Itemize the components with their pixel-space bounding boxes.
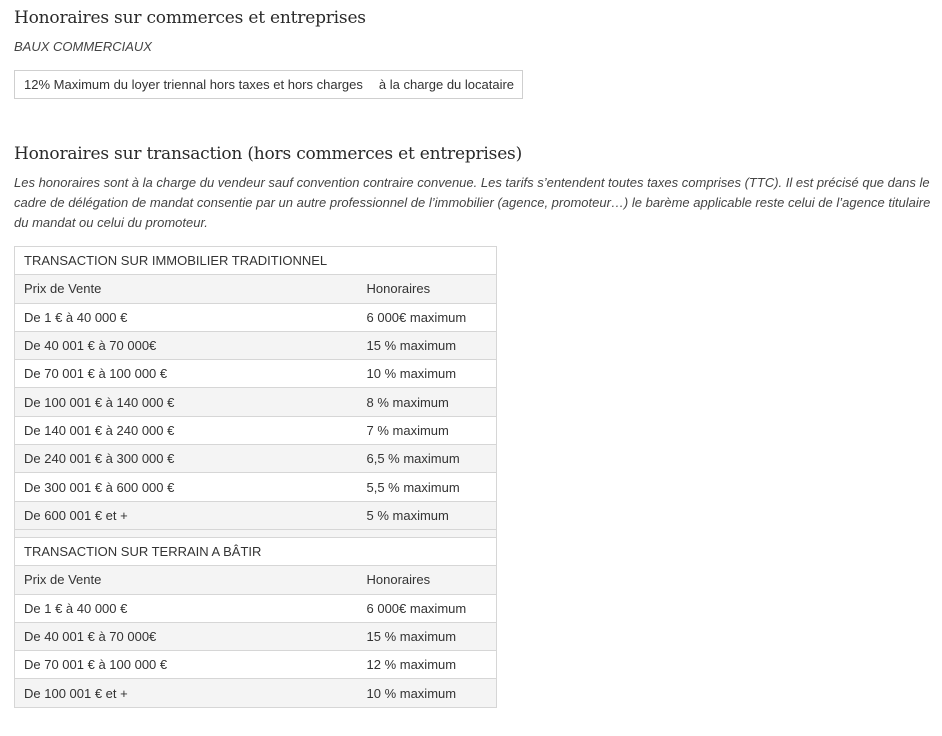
table-row (15, 416, 497, 444)
fee-cell: 5,5 % maximum (358, 473, 497, 501)
price-range-cell: De 100 001 € et + (15, 679, 358, 707)
table-row (15, 622, 497, 650)
commerces-title: Honoraires sur commerces et entreprises (14, 8, 366, 28)
column-header-price: Prix de Vente (15, 275, 358, 303)
table-section-heading-row (15, 247, 497, 275)
fee-cell: 6 000€ maximum (358, 303, 497, 331)
fee-cell: 5 % maximum (358, 501, 497, 529)
column-header-fee: Honoraires (358, 275, 497, 303)
price-range-cell: De 100 001 € à 140 000 € (15, 388, 358, 416)
table-row (15, 473, 497, 501)
fee-cell: 7 % maximum (358, 416, 497, 444)
price-range-cell: De 1 € à 40 000 € (15, 303, 358, 331)
table-row (15, 445, 497, 473)
fee-cell: 8 % maximum (358, 388, 497, 416)
fee-cell: 6,5 % maximum (358, 445, 497, 473)
table-header-row (15, 566, 497, 594)
price-range-cell: De 40 001 € à 70 000€ (15, 331, 358, 359)
column-header-fee: Honoraires (358, 566, 497, 594)
price-range-cell: De 240 001 € à 300 000 € (15, 445, 358, 473)
table-header-row (15, 275, 497, 303)
fee-cell: 6 000€ maximum (358, 594, 497, 622)
table-row (15, 651, 497, 679)
price-range-cell: De 600 001 € et + (15, 501, 358, 529)
fees-table (14, 246, 497, 708)
baux-commerciaux-subtitle: BAUX COMMERCIAUX (14, 39, 152, 54)
table-row (15, 501, 497, 529)
price-range-cell: De 70 001 € à 100 000 € (15, 360, 358, 388)
price-range-cell: De 1 € à 40 000 € (15, 594, 358, 622)
price-range-cell: De 70 001 € à 100 000 € (15, 651, 358, 679)
transaction-description: Les honoraires sont à la charge du vendeur sauf convention contraire convenue. Les tarifs s’entendent toutes taxes comprises (TTC). Il est précisé que dans le cadre de délégation de mandat consentie par un autre professionnel de l’immobilier (agence, promoteur…) le barème applicable reste celui de l’agence titulaire du mandat ou celui du promoteur. (14, 175, 931, 230)
column-header-price: Prix de Vente (15, 566, 358, 594)
fee-cell: 12 % maximum (358, 651, 497, 679)
table-row (15, 594, 497, 622)
table-row (15, 331, 497, 359)
fee-cell: 15 % maximum (358, 622, 497, 650)
baux-fee-text: 12% Maximum du loyer triennal hors taxes et hors charges (24, 77, 363, 92)
table-section-heading-row (15, 537, 497, 565)
table-row (15, 679, 497, 707)
baux-charge-text: à la charge du locataire (378, 77, 515, 92)
transaction-title: Honoraires sur transaction (hors commerces et entreprises) (14, 144, 523, 164)
table-row (15, 303, 497, 331)
price-range-cell: De 40 001 € à 70 000€ (15, 622, 358, 650)
baux-fee-box (14, 70, 523, 99)
fee-cell: 10 % maximum (358, 360, 497, 388)
table-row (15, 388, 497, 416)
price-range-cell: De 140 001 € à 240 000 € (15, 416, 358, 444)
fee-cell: 15 % maximum (358, 331, 497, 359)
table-section-heading: TRANSACTION SUR IMMOBILIER TRADITIONNEL (15, 247, 497, 275)
table-spacer (15, 529, 497, 537)
fee-cell: 10 % maximum (358, 679, 497, 707)
table-section-heading: TRANSACTION SUR TERRAIN A BÂTIR (15, 537, 497, 565)
price-range-cell: De 300 001 € à 600 000 € (15, 473, 358, 501)
table-row (15, 360, 497, 388)
